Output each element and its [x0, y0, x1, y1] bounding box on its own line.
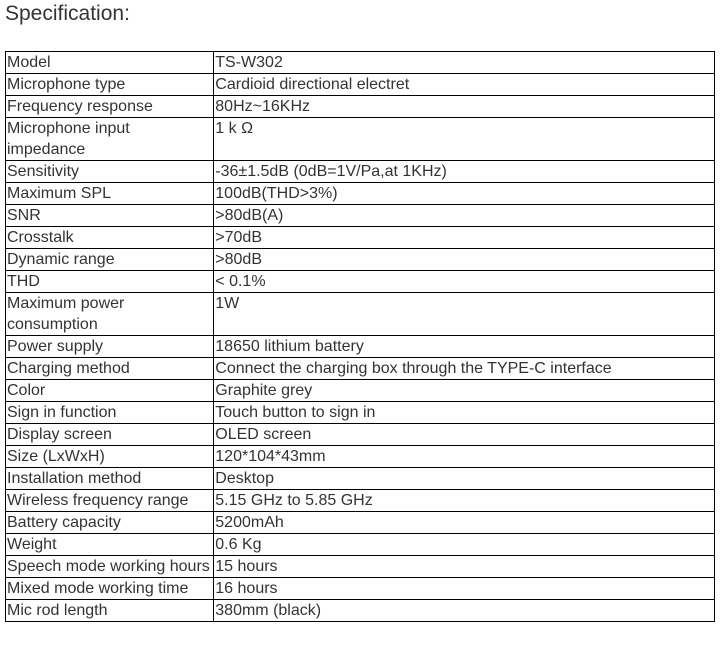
spec-label: Size (LxWxH) [6, 446, 214, 468]
table-row [6, 446, 715, 468]
spec-label: Weight [6, 534, 214, 556]
table-row [6, 271, 715, 293]
spec-label: Microphone input impedance [6, 118, 214, 161]
spec-value: -36±1.5dB (0dB=1V/Pa,at 1KHz) [214, 161, 715, 183]
specification-table-body [6, 52, 715, 622]
table-row [6, 490, 715, 512]
spec-label: Model [6, 52, 214, 74]
table-row [6, 183, 715, 205]
table-row [6, 380, 715, 402]
spec-label: SNR [6, 205, 214, 227]
spec-label: THD [6, 271, 214, 293]
table-row [6, 468, 715, 490]
spec-label: Installation method [6, 468, 214, 490]
table-row [6, 402, 715, 424]
spec-value: TS-W302 [214, 52, 715, 74]
spec-value: 1W [214, 293, 715, 336]
spec-label: Microphone type [6, 74, 214, 96]
spec-label: Maximum SPL [6, 183, 214, 205]
spec-value: OLED screen [214, 424, 715, 446]
table-row [6, 358, 715, 380]
spec-value: Connect the charging box through the TYPE-C interface [214, 358, 715, 380]
table-row [6, 74, 715, 96]
table-row [6, 249, 715, 271]
spec-label: Frequency response [6, 96, 214, 118]
spec-value: Cardioid directional electret [214, 74, 715, 96]
spec-value: >80dB(A) [214, 205, 715, 227]
table-row [6, 118, 715, 161]
spec-label: Mic rod length [6, 600, 214, 622]
spec-label: Display screen [6, 424, 214, 446]
spec-value: 1 k Ω [214, 118, 715, 161]
table-row [6, 578, 715, 600]
spec-value: 380mm (black) [214, 600, 715, 622]
table-row [6, 293, 715, 336]
spec-value: 0.6 Kg [214, 534, 715, 556]
table-row [6, 52, 715, 74]
table-row [6, 336, 715, 358]
spec-value: < 0.1% [214, 271, 715, 293]
spec-value: 80Hz~16KHz [214, 96, 715, 118]
spec-value: 120*104*43mm [214, 446, 715, 468]
spec-value: >70dB [214, 227, 715, 249]
spec-value: 5.15 GHz to 5.85 GHz [214, 490, 715, 512]
spec-label: Sign in function [6, 402, 214, 424]
spec-label: Speech mode working hours [6, 556, 214, 578]
spec-value: >80dB [214, 249, 715, 271]
spec-value: 5200mAh [214, 512, 715, 534]
spec-label: Color [6, 380, 214, 402]
spec-value: Touch button to sign in [214, 402, 715, 424]
spec-label: Mixed mode working time [6, 578, 214, 600]
spec-value: Desktop [214, 468, 715, 490]
spec-value: 18650 lithium battery [214, 336, 715, 358]
spec-label: Dynamic range [6, 249, 214, 271]
spec-label: Battery capacity [6, 512, 214, 534]
table-row [6, 512, 715, 534]
spec-label: Sensitivity [6, 161, 214, 183]
spec-value: 15 hours [214, 556, 715, 578]
spec-label: Power supply [6, 336, 214, 358]
table-row [6, 96, 715, 118]
spec-value: 16 hours [214, 578, 715, 600]
spec-label: Wireless frequency range [6, 490, 214, 512]
spec-value: Graphite grey [214, 380, 715, 402]
specification-table [5, 51, 715, 622]
spec-label: Maximum power consumption [6, 293, 214, 336]
page-title: Specification: [5, 2, 130, 25]
spec-label: Charging method [6, 358, 214, 380]
table-row [6, 161, 715, 183]
table-row [6, 600, 715, 622]
table-row [6, 556, 715, 578]
table-row [6, 534, 715, 556]
table-row [6, 227, 715, 249]
spec-value: 100dB(THD>3%) [214, 183, 715, 205]
table-row [6, 205, 715, 227]
spec-label: Crosstalk [6, 227, 214, 249]
table-row [6, 424, 715, 446]
